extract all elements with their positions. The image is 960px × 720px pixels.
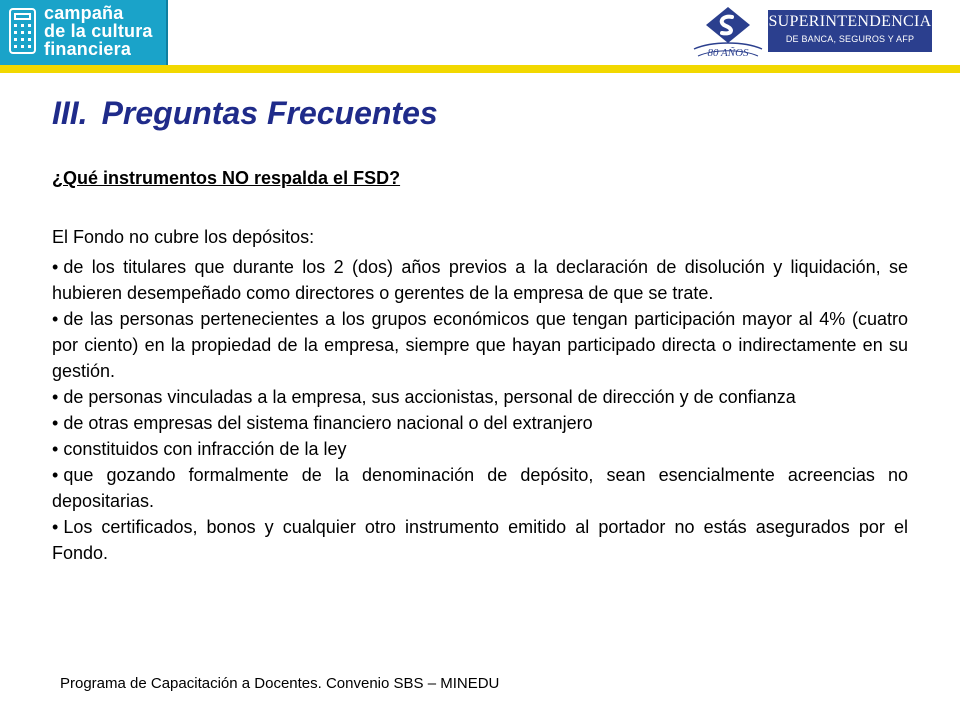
bullet-icon: • <box>52 257 59 277</box>
question-heading: ¿Qué instrumentos NO respalda el FSD? <box>52 168 401 188</box>
footer-text: Programa de Capacitación a Docentes. Convenio SBS – MINEDU <box>60 675 500 692</box>
campaign-logo-text <box>44 4 164 58</box>
section-number: III. <box>52 95 88 131</box>
list-item <box>52 254 908 306</box>
bullet-icon: • <box>52 413 59 433</box>
list-item <box>52 514 908 566</box>
bullet-icon: • <box>52 439 59 459</box>
sbs-wordmark-line-2: DE BANCA, SEGUROS Y AFP <box>785 34 915 44</box>
calculator-icon <box>9 8 36 54</box>
campaign-logo <box>0 0 168 65</box>
list-item-text: de personas vinculadas a la empresa, sus accionistas, personal de dirección y de confianza <box>63 387 796 407</box>
list-item-text: que gozando formalmente de la denominación de depósito, sean esencialmente acreencias no depositarias. <box>52 465 908 511</box>
slide-header <box>0 0 960 65</box>
list-item <box>52 436 908 462</box>
list-item-text: Los certificados, bonos y cualquier otro instrumento emitido al portador no estás asegurados por el Fondo. <box>52 517 908 563</box>
header-divider <box>0 65 960 73</box>
list-item-text: de los titulares que durante los 2 (dos) años previos a la declaración de disolución y liquidación, se hubieren desempeñado como directores o gerentes de la empresa de que se trate. <box>52 257 908 303</box>
list-item-text: constituidos con infracción de la ley <box>63 439 347 459</box>
campaign-line-1: campaña <box>44 3 124 23</box>
campaign-line-2: de la cultura <box>44 21 153 41</box>
sbs-emblem-icon <box>688 3 768 63</box>
list-item <box>52 462 908 514</box>
anniversary-text: 80 AÑOS <box>707 47 749 59</box>
intro-text: El Fondo no cubre los depósitos: <box>52 227 315 247</box>
list-item <box>52 410 908 436</box>
bullet-icon: • <box>52 387 59 407</box>
sbs-wordmark <box>768 10 932 52</box>
exclusions-list <box>52 254 908 566</box>
list-item-text: de las personas pertenecientes a los grupos económicos que tengan participación mayor al 4% (cuatro por ciento) en la propiedad de la empresa, siempre que hayan participado directa o indirectamente en su gestión. <box>52 309 908 381</box>
bullet-icon: • <box>52 465 59 485</box>
section-title <box>52 95 438 132</box>
campaign-line-3: financiera <box>44 39 132 59</box>
list-item-text: de otras empresas del sistema financiero nacional o del extranjero <box>63 413 593 433</box>
bullet-icon: • <box>52 309 59 329</box>
section-title-text: Preguntas Frecuentes <box>101 95 438 131</box>
list-item <box>52 306 908 384</box>
bullet-icon: • <box>52 517 59 537</box>
list-item <box>52 384 908 410</box>
sbs-wordmark-line-1: SUPERINTENDENCIA <box>768 13 932 30</box>
